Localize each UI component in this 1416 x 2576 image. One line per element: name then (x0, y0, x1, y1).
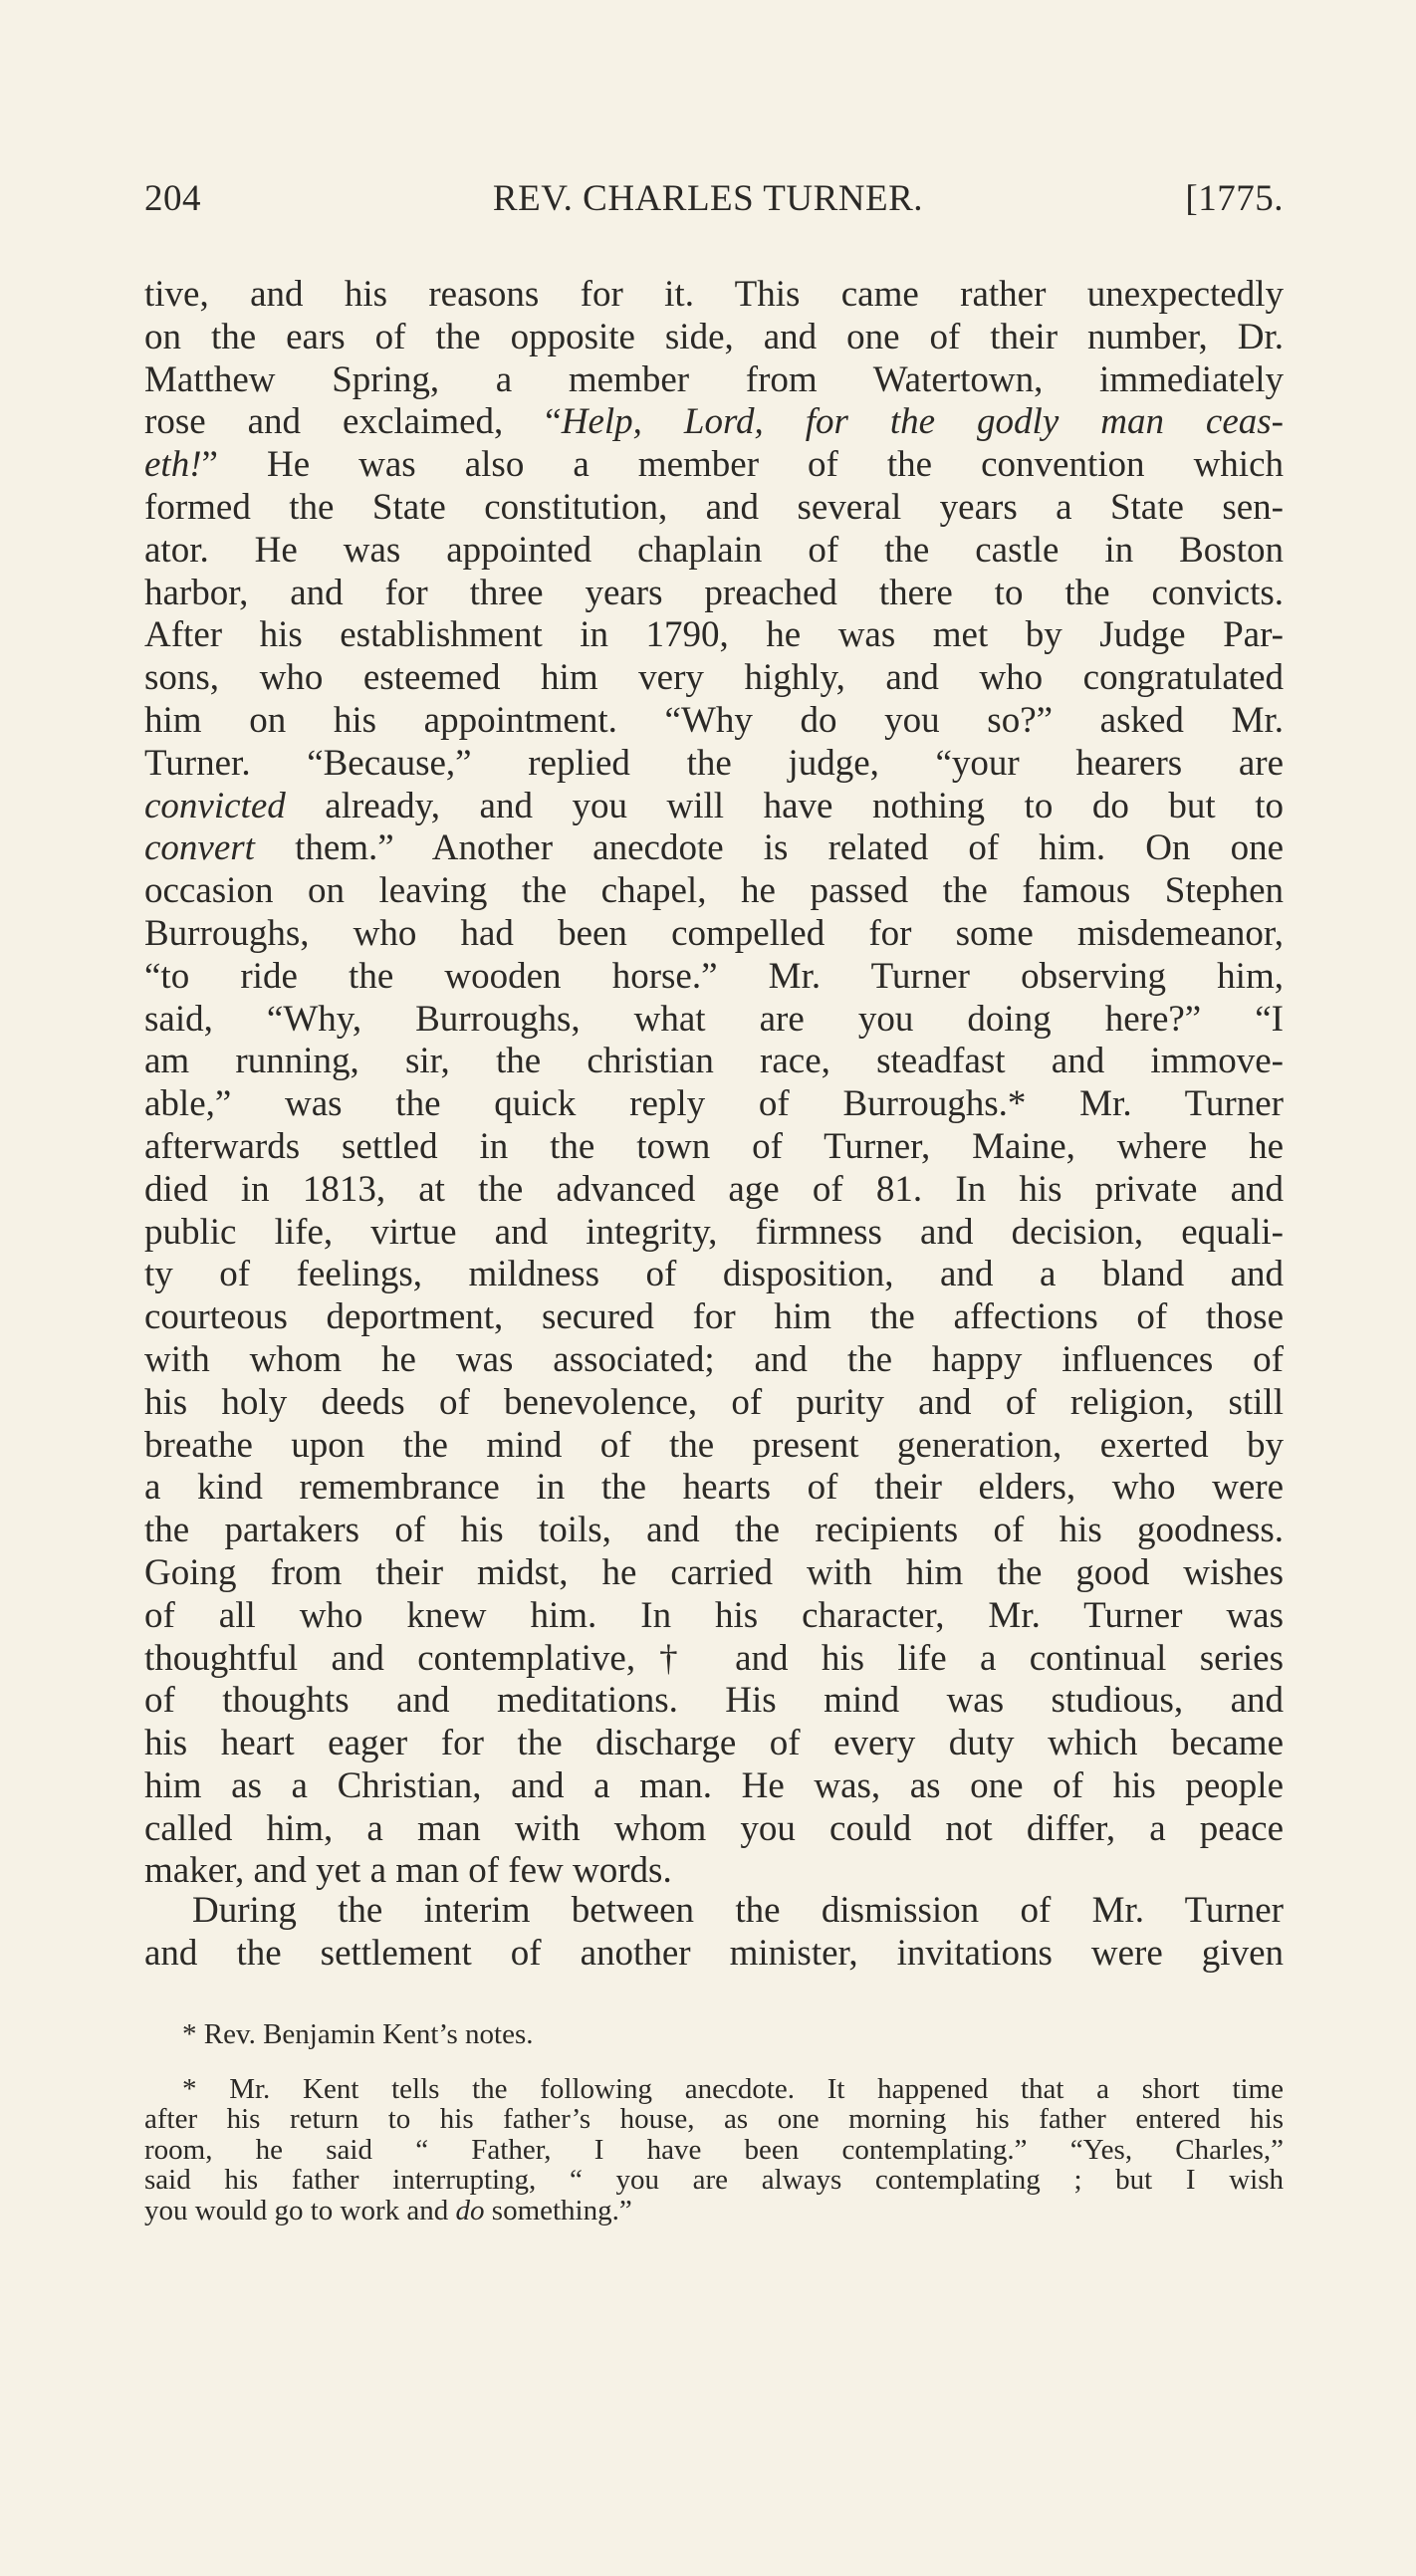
text-run: ator. He was appointed chaplain of the castle in Boston (144, 529, 1284, 571)
text-line (144, 444, 1284, 487)
footnote-line (144, 2196, 1284, 2226)
page-number: 204 (144, 178, 201, 219)
italic-text: Help, Lord, for the godly man ceas- (561, 401, 1284, 443)
text-line (144, 1723, 1284, 1765)
running-year: [1775. (1185, 178, 1284, 219)
text-line (144, 487, 1284, 530)
text-line (144, 1212, 1284, 1255)
text-line (144, 530, 1284, 573)
text-run: ty of feelings, mildness of disposition, and a bland and (144, 1254, 1284, 1295)
text-run: them.” Another anecdote is related of him. On one (254, 827, 1284, 869)
text-line (144, 1467, 1284, 1510)
text-line (144, 786, 1284, 828)
text-run: * Rev. Benjamin Kent’s notes. (182, 2018, 534, 2050)
text-run: tive, and his reasons for it. This came rather unexpectedly (144, 274, 1284, 315)
text-run: Going from their midst, he carried with him the good wishes (144, 1551, 1284, 1593)
text-run: rose and exclaimed, “ (144, 401, 562, 443)
italic-text: convicted (144, 785, 286, 826)
text-run: you would go to work and (144, 2194, 456, 2226)
text-run: of thoughts and meditations. His mind was studious, and (144, 1680, 1284, 1722)
text-line (144, 700, 1284, 743)
footnotes (144, 2019, 1284, 2225)
text-run: am running, sir, the christian race, steadfast and immove- (144, 1041, 1284, 1082)
running-title: REV. CHARLES TURNER. (492, 178, 924, 219)
text-line (144, 743, 1284, 786)
text-line (144, 274, 1284, 317)
text-run: said his father interrupting, “ you are always contemplating ; but I wish (144, 2164, 1284, 2196)
text-line (144, 1126, 1284, 1169)
text-line (144, 999, 1284, 1042)
text-run: died in 1813, at the advanced age of 81. In his private and (144, 1168, 1284, 1210)
text-run: afterwards settled in the town of Turner, Maine, where he (144, 1125, 1284, 1167)
footnote-line (144, 2019, 1284, 2050)
text-line (144, 1083, 1284, 1126)
text-run: Turner. “Because,” replied the judge, “your hearers are (144, 742, 1284, 784)
text-run: maker, and yet a man of few words. (144, 1850, 672, 1892)
text-line (144, 1638, 1284, 1681)
italic-text: do (455, 2194, 485, 2226)
text-line (144, 1425, 1284, 1468)
text-run: During the interim between the dismission of Mr. Turner (192, 1890, 1284, 1931)
text-run: him on his appointment. “Why do you so?” asked Mr. (144, 699, 1284, 741)
text-line (144, 1595, 1284, 1638)
text-run: able,” was the quick reply of Burroughs.* Mr. Turner (144, 1083, 1284, 1125)
text-run: his heart eager for the discharge of every duty which became (144, 1723, 1284, 1764)
footnote-line (144, 2135, 1284, 2166)
text-line (144, 1850, 1284, 1893)
text-run: breathe upon the mind of the present generation, exerted by (144, 1424, 1284, 1466)
footnote-line (144, 2074, 1284, 2105)
text-line (144, 1680, 1284, 1723)
text-run: ” He was also a member of the convention which (201, 444, 1284, 486)
text-run: a kind remembrance in the hearts of their elders, who were (144, 1467, 1284, 1509)
italic-text: convert (144, 827, 255, 869)
text-run: occasion on leaving the chapel, he passed the famous Stephen (144, 870, 1284, 912)
text-run: * Mr. Kent tells the following anecdote. It happened that a short time (182, 2072, 1284, 2105)
text-run: on the ears of the opposite side, and one of their number, Dr. (144, 316, 1284, 357)
text-run: sons, who esteemed him very highly, and who congratulated (144, 657, 1284, 699)
text-line (144, 1552, 1284, 1595)
text-run: thoughtful and contemplative,† and his life a continual series (144, 1637, 1284, 1679)
text-run: already, and you will have nothing to do but to (285, 785, 1284, 826)
text-run: and the settlement of another minister, invitations were given (144, 1932, 1284, 1974)
text-line (144, 1169, 1284, 1212)
text-line (144, 1254, 1284, 1296)
text-run: with whom he was associated; and the happy influences of (144, 1338, 1284, 1380)
text-run: courteous deportment, secured for him the affections of those (144, 1296, 1284, 1338)
text-run: called him, a man with whom you could not differ, a peace (144, 1807, 1284, 1849)
italic-text: eth! (144, 444, 202, 486)
text-run: Matthew Spring, a member from Watertown, immediately (144, 358, 1284, 400)
text-line (144, 573, 1284, 615)
text-run: After his establishment in 1790, he was met by Judge Par- (144, 614, 1284, 656)
text-run: him as a Christian, and a man. He was, as one of his people (144, 1764, 1284, 1806)
text-run: something.” (484, 2194, 632, 2226)
text-run: public life, virtue and integrity, firmness and decision, equali- (144, 1211, 1284, 1253)
text-line (144, 614, 1284, 657)
text-line (144, 1510, 1284, 1552)
text-line (144, 956, 1284, 999)
text-line (144, 401, 1284, 444)
footnote-line (144, 2165, 1284, 2196)
text-run: room, he said “ Father, I have been contemplating.” “Yes, Charles,” (144, 2133, 1284, 2166)
text-run: after his return to his father’s house, as one morning his father entered his (144, 2103, 1284, 2135)
text-line (144, 1339, 1284, 1382)
text-line (144, 1382, 1284, 1425)
text-run: said, “Why, Burroughs, what are you doing here?” “I (144, 998, 1284, 1040)
text-line (144, 1296, 1284, 1339)
text-line (144, 1890, 1284, 1933)
text-run: of all who knew him. In his character, Mr. Turner was (144, 1594, 1284, 1636)
text-run: harbor, and for three years preached there to the convicts. (144, 572, 1284, 613)
body-paragraph-2 (144, 1890, 1284, 1976)
text-line (144, 1041, 1284, 1083)
text-line (144, 1765, 1284, 1808)
footnote-line (144, 2104, 1284, 2135)
text-line (144, 827, 1284, 870)
text-line (144, 359, 1284, 402)
body-paragraph-1 (144, 274, 1284, 1893)
text-run: formed the State constitution, and several years a State sen- (144, 486, 1284, 528)
text-line (144, 1808, 1284, 1851)
text-line (144, 317, 1284, 359)
text-run: the partakers of his toils, and the recipients of his goodness. (144, 1510, 1284, 1551)
text-line (144, 1933, 1284, 1976)
text-run: “to ride the wooden horse.” Mr. Turner observing him, (144, 955, 1284, 997)
text-line (144, 913, 1284, 956)
text-run: his holy deeds of benevolence, of purity and of religion, still (144, 1381, 1284, 1423)
text-line (144, 657, 1284, 700)
text-line (144, 870, 1284, 913)
text-run: Burroughs, who had been compelled for some misdemeanor, (144, 912, 1284, 954)
